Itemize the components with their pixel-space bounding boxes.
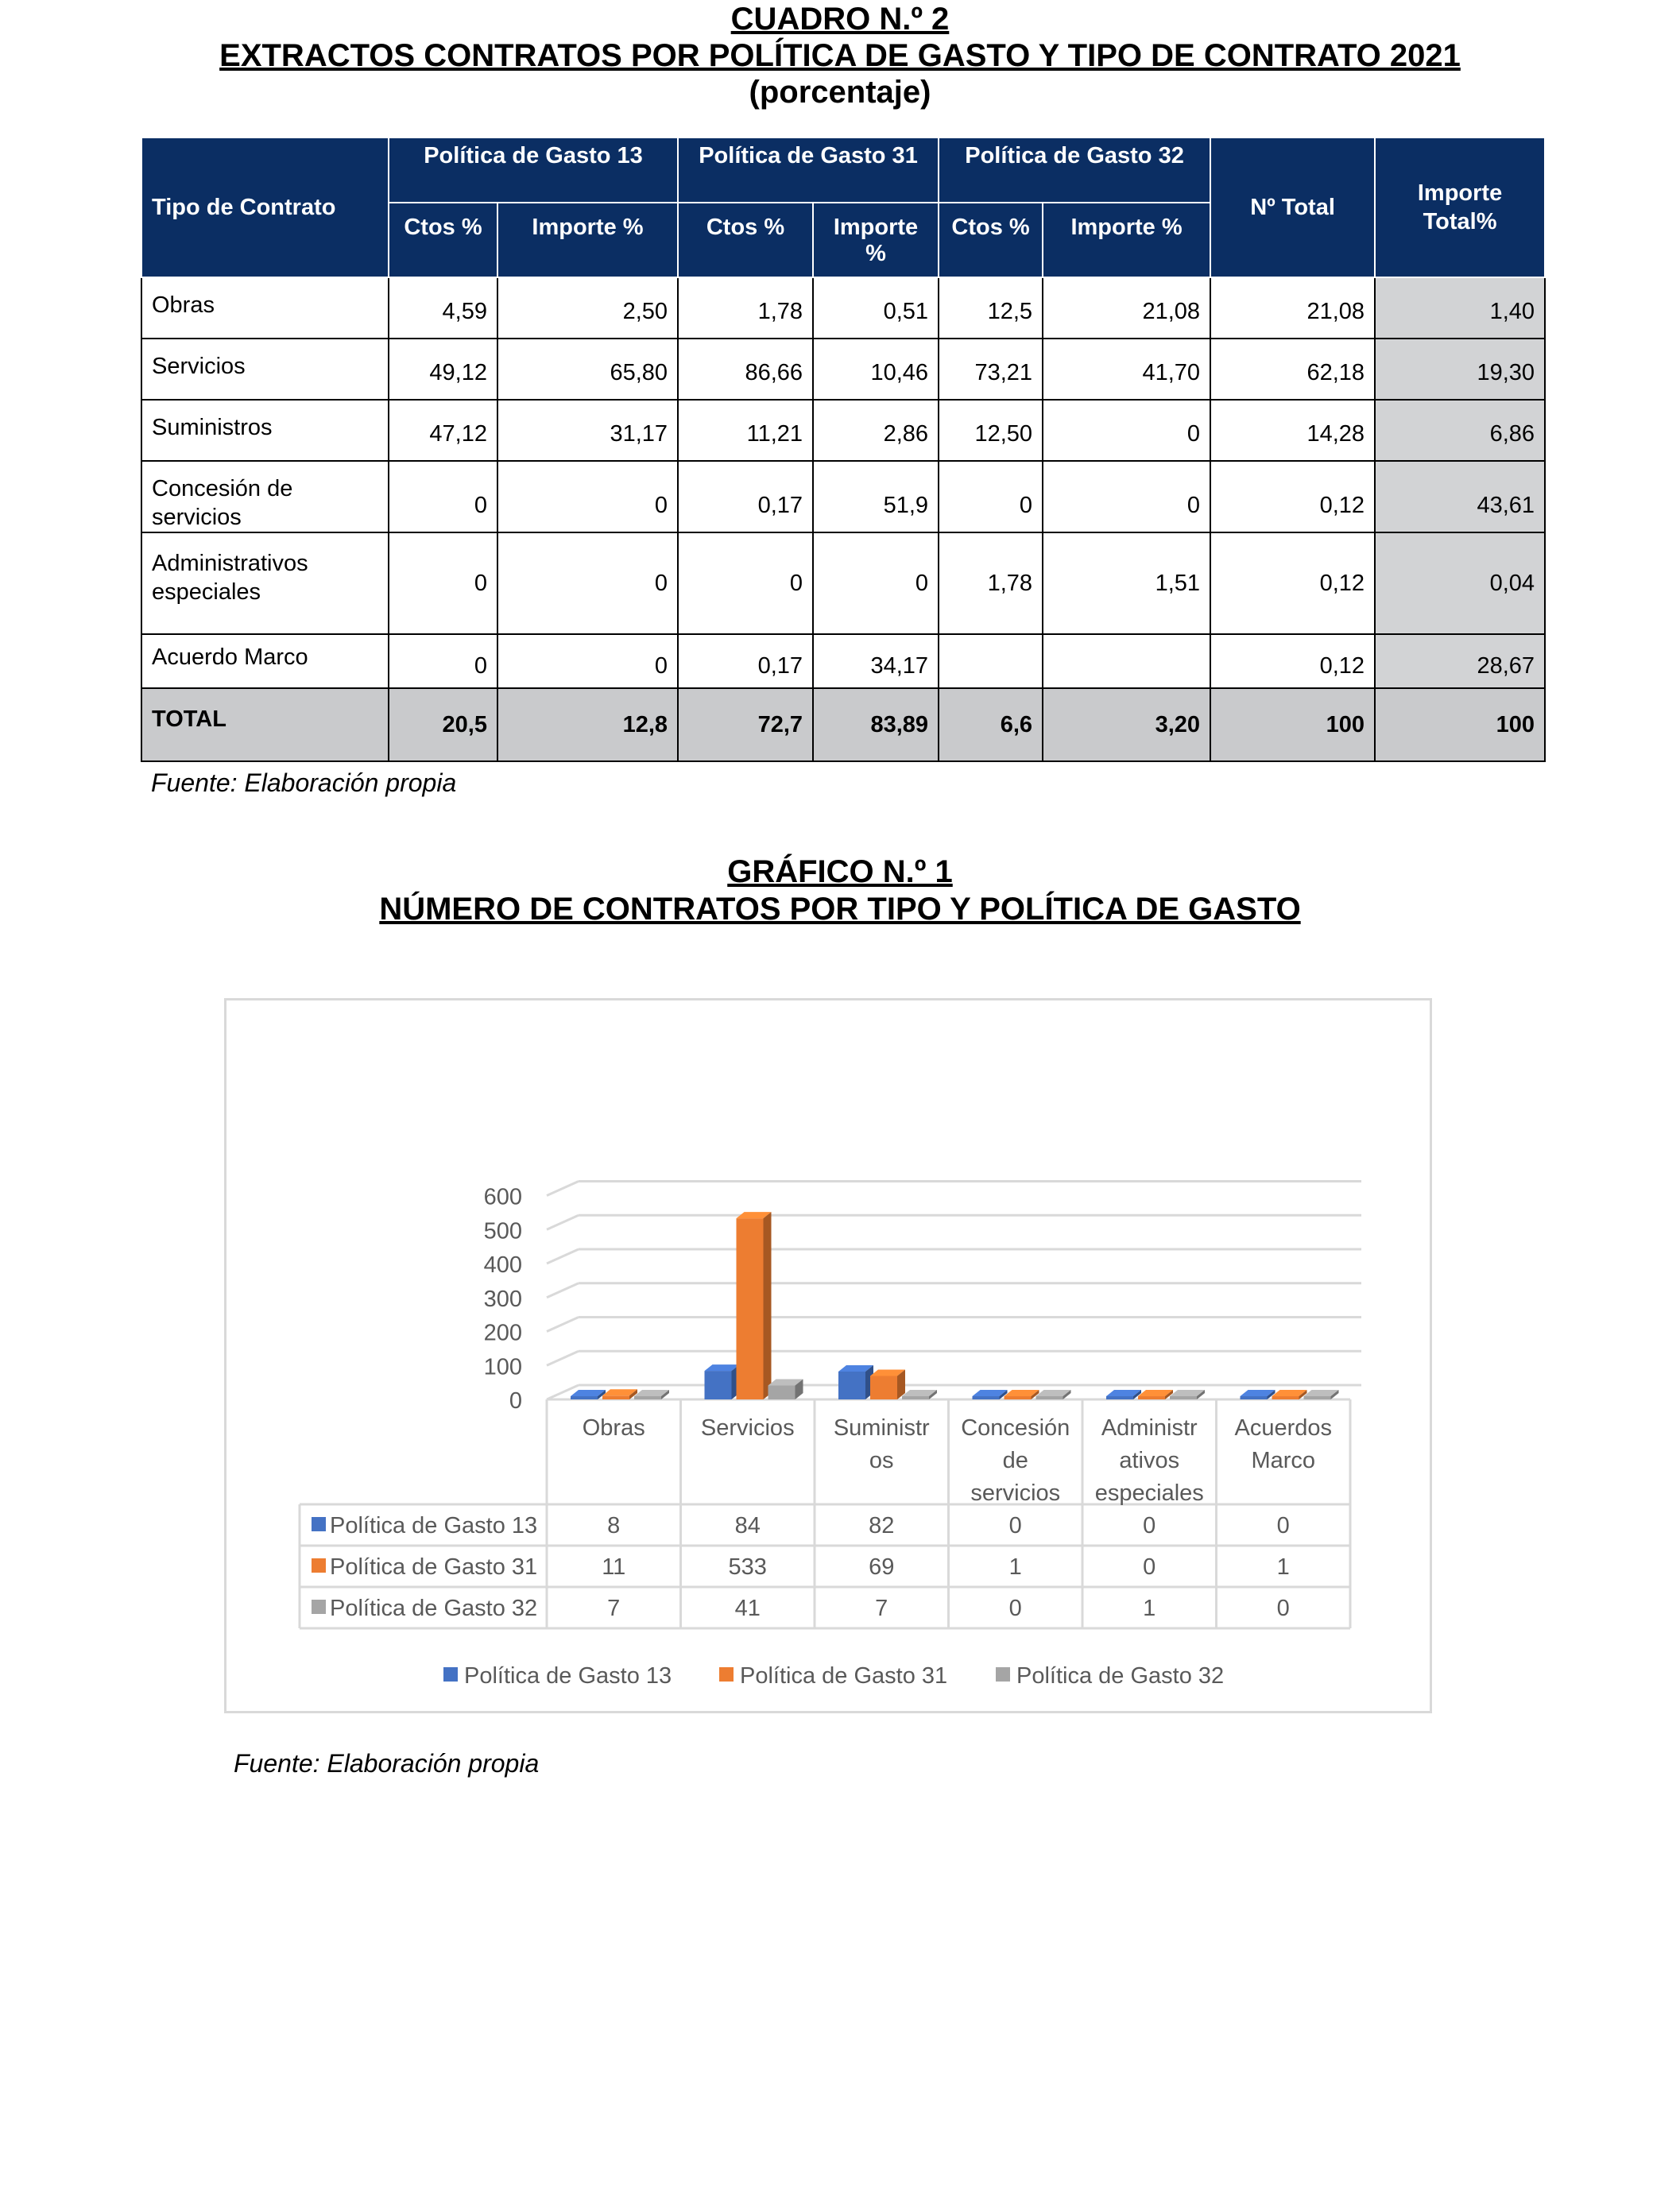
- total-cell: 6,6: [939, 688, 1043, 761]
- cell: 0: [813, 532, 939, 634]
- cell: 28,67: [1375, 634, 1545, 688]
- bar-0-3: [973, 1396, 1000, 1399]
- header-importe-31: Importe %: [813, 203, 939, 277]
- chart-heading: GRÁFICO N.º 1: [727, 854, 953, 889]
- header-group-13: Política de Gasto 13: [389, 137, 678, 203]
- cell: 43,61: [1375, 461, 1545, 532]
- cell: 0: [1043, 400, 1210, 461]
- cell: 0,17: [678, 634, 813, 688]
- cell: 2,86: [813, 400, 939, 461]
- total-cell: 20,5: [389, 688, 497, 761]
- bar-1-1: [737, 1218, 764, 1399]
- data-table-series-label: Política de Gasto 32: [330, 1596, 538, 1621]
- data-table-legend-key: [312, 1558, 326, 1573]
- header-ctos-32: Ctos %: [939, 203, 1043, 277]
- gridline-perspective: [547, 1351, 579, 1365]
- cell: 4,59: [389, 277, 497, 339]
- y-tick-label: 100: [483, 1354, 522, 1380]
- bar-2-2: [902, 1396, 929, 1399]
- gridline-perspective: [547, 1182, 579, 1196]
- bar-0-5: [1241, 1396, 1268, 1399]
- cell: 0,17: [678, 461, 813, 532]
- header-importe-13: Importe %: [497, 203, 678, 277]
- data-table-value: 1: [1143, 1596, 1156, 1621]
- total-cell: 3,20: [1043, 688, 1210, 761]
- bar-1-4: [1138, 1396, 1165, 1399]
- bar-0-2: [838, 1372, 865, 1399]
- data-table-series-label: Política de Gasto 13: [330, 1513, 538, 1538]
- data-table-legend-key: [312, 1517, 326, 1531]
- cell: 65,80: [497, 339, 678, 400]
- category-label: Marco: [1251, 1448, 1316, 1473]
- data-table-value: 11: [602, 1554, 626, 1580]
- cell: 47,12: [389, 400, 497, 461]
- row-label: Administrativos especiales: [141, 532, 389, 634]
- data-table-legend-key: [312, 1600, 326, 1614]
- data-table-value: 41: [734, 1596, 761, 1621]
- data-table-value: 82: [869, 1513, 895, 1538]
- cell: 0: [678, 532, 813, 634]
- total-cell: 83,89: [813, 688, 939, 761]
- bar-2-1: [768, 1385, 795, 1399]
- cell: 12,5: [939, 277, 1043, 339]
- y-tick-label: 300: [483, 1286, 522, 1312]
- cell: 0: [497, 461, 678, 532]
- header-ctos-31: Ctos %: [678, 203, 813, 277]
- cell: 0,12: [1210, 532, 1375, 634]
- row-label: Servicios: [141, 339, 389, 400]
- legend-label: Política de Gasto 32: [1016, 1663, 1225, 1689]
- cell: 12,50: [939, 400, 1043, 461]
- cell: 1,78: [678, 277, 813, 339]
- category-label: especiales: [1094, 1480, 1204, 1506]
- legend-label: Política de Gasto 31: [740, 1663, 948, 1689]
- header-group-31: Política de Gasto 31: [678, 137, 939, 203]
- header-importe-total: Importe Total%: [1375, 137, 1545, 277]
- data-table-value: 0: [1143, 1554, 1156, 1580]
- table-title: EXTRACTOS CONTRATOS POR POLÍTICA DE GASTO Y TIPO DE CONTRATO 2021: [219, 38, 1461, 73]
- category-label: Suministr: [833, 1415, 930, 1441]
- bar-2-0: [634, 1396, 661, 1399]
- category-label: os: [869, 1448, 894, 1473]
- header-n-total: Nº Total: [1210, 137, 1375, 277]
- y-tick-label: 0: [509, 1388, 522, 1414]
- cell: 0: [497, 532, 678, 634]
- bar-1-5: [1272, 1396, 1299, 1399]
- category-label: ativos: [1119, 1448, 1180, 1473]
- cell: 11,21: [678, 400, 813, 461]
- data-table-value: 0: [1008, 1596, 1022, 1621]
- data-table-value: 69: [869, 1554, 895, 1580]
- legend-key: [443, 1667, 458, 1682]
- cell: 0,12: [1210, 634, 1375, 688]
- table-heading: CUADRO N.º 2: [730, 2, 950, 37]
- legend-key: [996, 1667, 1010, 1682]
- gridline-perspective: [547, 1283, 579, 1298]
- total-cell: 72,7: [678, 688, 813, 761]
- data-table-value: 533: [728, 1554, 767, 1580]
- data-table-value: 7: [875, 1596, 888, 1621]
- data-table-value: 0: [1276, 1513, 1290, 1538]
- data-table-value: 0: [1143, 1513, 1156, 1538]
- cell: 62,18: [1210, 339, 1375, 400]
- bar-side-1-1: [764, 1212, 772, 1399]
- gridline-perspective: [547, 1249, 579, 1264]
- gridline-perspective: [547, 1215, 579, 1229]
- bar-1-0: [602, 1395, 629, 1399]
- data-table-value: 0: [1008, 1513, 1022, 1538]
- row-label: Obras: [141, 277, 389, 339]
- cell: 21,08: [1043, 277, 1210, 339]
- y-tick-label: 600: [483, 1184, 522, 1210]
- bar-0-1: [705, 1371, 732, 1399]
- cell: 0: [1043, 461, 1210, 532]
- y-tick-label: 400: [483, 1252, 522, 1278]
- category-label: Administr: [1101, 1415, 1198, 1441]
- data-table-value: 84: [734, 1513, 761, 1538]
- legend-label: Política de Gasto 13: [464, 1663, 672, 1689]
- header-tipo-contrato: Tipo de Contrato: [141, 137, 389, 277]
- category-label: Servicios: [700, 1415, 795, 1441]
- cell: 0: [939, 461, 1043, 532]
- table-subtitle: (porcentaje): [749, 75, 931, 110]
- cell: 49,12: [389, 339, 497, 400]
- cell: 21,08: [1210, 277, 1375, 339]
- data-table-series-label: Política de Gasto 31: [330, 1554, 538, 1580]
- bar-2-4: [1170, 1396, 1197, 1399]
- total-cell: 100: [1375, 688, 1545, 761]
- chart-title: NÚMERO DE CONTRATOS POR TIPO Y POLÍTICA DE GASTO: [379, 892, 1301, 927]
- category-label: Concesión: [961, 1415, 1070, 1441]
- cell: 2,50: [497, 277, 678, 339]
- data-table-value: 0: [1276, 1596, 1290, 1621]
- header-group-32: Política de Gasto 32: [939, 137, 1210, 203]
- cell: 0,51: [813, 277, 939, 339]
- cell: 1,51: [1043, 532, 1210, 634]
- cell: 0,04: [1375, 532, 1545, 634]
- cell: 6,86: [1375, 400, 1545, 461]
- total-label: TOTAL: [141, 688, 389, 761]
- data-table-value: 1: [1276, 1554, 1290, 1580]
- data-table-value: 8: [607, 1513, 621, 1538]
- cell: 31,17: [497, 400, 678, 461]
- header-importe-32: Importe %: [1043, 203, 1210, 277]
- data-table-value: 7: [607, 1596, 621, 1621]
- y-tick-label: 200: [483, 1320, 522, 1346]
- legend-key: [719, 1667, 734, 1682]
- total-cell: 100: [1210, 688, 1375, 761]
- cell: 41,70: [1043, 339, 1210, 400]
- row-label: Suministros: [141, 400, 389, 461]
- table-source: Fuente: Elaboración propia: [151, 768, 457, 797]
- category-label: de: [1002, 1448, 1028, 1473]
- cell: 0: [389, 634, 497, 688]
- bar-2-5: [1304, 1396, 1331, 1399]
- cell: 0: [389, 532, 497, 634]
- y-tick-label: 500: [483, 1218, 522, 1244]
- cell: 34,17: [813, 634, 939, 688]
- chart-source: Fuente: Elaboración propia: [234, 1749, 540, 1778]
- total-cell: 12,8: [497, 688, 678, 761]
- data-table-value: 1: [1008, 1554, 1022, 1580]
- row-label: Concesión de servicios: [141, 461, 389, 532]
- gridline-perspective: [547, 1318, 579, 1332]
- bar-0-4: [1106, 1396, 1133, 1399]
- cell: 1,40: [1375, 277, 1545, 339]
- bar-1-2: [870, 1376, 897, 1399]
- cell: 19,30: [1375, 339, 1545, 400]
- cell: 0: [389, 461, 497, 532]
- cell: 0,12: [1210, 461, 1375, 532]
- cell: 51,9: [813, 461, 939, 532]
- cell: 86,66: [678, 339, 813, 400]
- bar-0-0: [571, 1396, 598, 1399]
- row-label: Acuerdo Marco: [141, 634, 389, 688]
- cell: 14,28: [1210, 400, 1375, 461]
- category-label: servicios: [970, 1480, 1061, 1506]
- bar-2-3: [1036, 1396, 1063, 1399]
- cell: 73,21: [939, 339, 1043, 400]
- header-ctos-13: Ctos %: [389, 203, 497, 277]
- category-label: Acuerdos: [1234, 1415, 1333, 1441]
- bar-1-3: [1005, 1396, 1032, 1399]
- cell: 1,78: [939, 532, 1043, 634]
- cell: 10,46: [813, 339, 939, 400]
- category-label: Obras: [582, 1415, 645, 1441]
- cell: 0: [497, 634, 678, 688]
